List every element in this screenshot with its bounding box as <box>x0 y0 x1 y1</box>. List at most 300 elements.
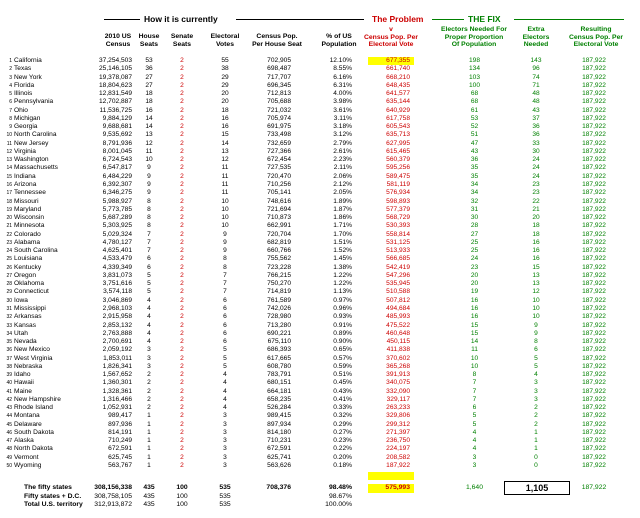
cell-extra: 30 <box>532 147 540 155</box>
cell-house: 1 <box>147 420 151 428</box>
fix-line-left <box>432 19 464 20</box>
cell-ev: 10 <box>221 205 229 213</box>
cell-senate: 2 <box>180 379 184 387</box>
cell-needed: 35 <box>470 172 479 180</box>
cell-pct: 1.22% <box>333 271 352 279</box>
cell-needed: 34 <box>470 189 479 197</box>
cell-extra: 0 <box>534 462 538 470</box>
cell-state: California <box>14 57 42 64</box>
cell-extra: 12 <box>532 288 540 296</box>
cell-pph: 710,873 <box>267 214 291 222</box>
cell-rank: 7 <box>9 107 12 114</box>
cell-ev: 5 <box>223 346 227 354</box>
cell-ppe: 542,419 <box>386 263 410 271</box>
cell-state: Kansas <box>14 321 36 329</box>
header-pct-line2: Population <box>321 40 357 48</box>
cell-result: 187,922 <box>582 412 606 420</box>
cell-needed: 32 <box>470 197 479 205</box>
cell-ev: 3 <box>223 462 227 470</box>
cell-rank: 16 <box>6 181 12 188</box>
cell-pct: 0.57% <box>333 354 352 362</box>
cell-rank: 34 <box>6 330 12 337</box>
cell-state: North Dakota <box>14 445 53 453</box>
cell-pct: 12.10% <box>329 57 352 64</box>
cell-rank: 47 <box>6 438 12 445</box>
cell-result: 187,922 <box>582 354 606 362</box>
cell-house: 8 <box>147 222 151 230</box>
cell-house: 6 <box>147 255 151 263</box>
cell-ev: 3 <box>223 428 227 436</box>
cell-pop: 672,591 <box>108 445 132 453</box>
cell-extra: 20 <box>532 214 540 222</box>
cell-ppe: 236,750 <box>386 437 410 445</box>
totals-us-pop: 312,913,872 <box>94 501 132 508</box>
cell-pph: 732,659 <box>267 139 291 147</box>
cell-ev: 6 <box>223 321 227 329</box>
cell-house: 2 <box>147 387 151 395</box>
cell-house: 2 <box>147 404 151 412</box>
cell-rank: 26 <box>6 264 12 271</box>
cell-state: Connecticut <box>14 288 49 296</box>
cell-senate: 2 <box>180 387 184 395</box>
cell-pph: 691,975 <box>267 123 291 131</box>
cell-ppe: 547,296 <box>386 271 410 279</box>
cell-needed: 43 <box>470 147 479 155</box>
cell-pph: 897,934 <box>267 420 291 428</box>
cell-state: Alabama <box>14 238 41 246</box>
cell-house: 16 <box>145 106 153 114</box>
cell-pct: 4.00% <box>333 90 352 98</box>
cell-result: 187,922 <box>582 296 606 304</box>
cell-result: 187,922 <box>582 164 606 172</box>
cell-pph: 733,498 <box>267 131 291 139</box>
header-per-ev <box>360 26 422 49</box>
highlight-wyoming <box>368 472 414 480</box>
cell-needed: 7 <box>472 395 477 403</box>
cell-state: Wisconsin <box>14 214 45 222</box>
cell-ppe: 595,256 <box>386 164 410 172</box>
cell-rank: 25 <box>6 256 12 263</box>
cell-extra: 5 <box>534 354 538 362</box>
section-fix-title: THE FIX <box>468 14 501 24</box>
cell-house: 27 <box>145 81 153 89</box>
cell-state: New York <box>14 73 42 81</box>
cell-rank: 1 <box>9 58 12 64</box>
cell-state: South Dakota <box>14 428 54 436</box>
cell-ppe: 494,684 <box>386 304 410 312</box>
cell-pph: 672,591 <box>267 445 291 453</box>
cell-extra: 23 <box>532 180 540 188</box>
cell-result: 187,922 <box>582 197 606 205</box>
cell-pct: 1.38% <box>333 263 352 271</box>
cell-state: Pennsylvania <box>14 98 54 106</box>
cell-pop: 563,767 <box>108 462 132 470</box>
cell-rank: 29 <box>6 289 12 296</box>
cell-house: 1 <box>147 428 151 436</box>
cell-pop: 3,831,073 <box>102 271 132 279</box>
cell-state: Indiana <box>14 172 36 180</box>
cell-house: 7 <box>147 247 151 255</box>
cell-extra: 48 <box>532 98 540 106</box>
cell-pph: 713,280 <box>267 321 291 329</box>
cell-senate: 2 <box>180 147 184 155</box>
cell-rank: 37 <box>6 355 12 362</box>
cell-extra: 15 <box>532 263 540 271</box>
cell-pop: 5,029,324 <box>102 230 132 238</box>
cell-pct: 1.13% <box>333 288 352 296</box>
cell-senate: 2 <box>180 131 184 139</box>
cell-pph: 750,270 <box>267 280 291 288</box>
cell-needed: 31 <box>470 205 479 213</box>
cell-pop: 1,567,652 <box>102 371 132 379</box>
header-per-ev-line2: Census Pop. Per <box>363 33 418 41</box>
cell-pop: 25,146,105 <box>98 65 132 73</box>
cell-state: Iowa <box>14 296 28 304</box>
cell-extra: 6 <box>534 346 538 354</box>
cell-pop: 625,745 <box>108 453 132 461</box>
cell-state: Oklahoma <box>14 280 45 288</box>
cell-pph: 742,026 <box>267 304 291 312</box>
totals-fifty-house: 435 <box>143 484 155 491</box>
cell-ev: 29 <box>221 73 229 81</box>
cell-ppe: 668,210 <box>386 73 410 81</box>
cell-senate: 2 <box>180 73 184 81</box>
totals-dc-ev: 535 <box>219 492 231 500</box>
table-row <box>0 98 640 106</box>
cell-pph: 714,819 <box>267 288 291 296</box>
cell-pct: 3.12% <box>333 131 352 139</box>
cell-ppe: 635,144 <box>386 98 410 106</box>
cell-needed: 30 <box>470 214 479 222</box>
cell-pop: 1,853,011 <box>103 354 132 362</box>
cell-rank: 6 <box>9 99 12 106</box>
table-row <box>0 148 640 156</box>
cell-senate: 2 <box>180 296 184 304</box>
total-extra-box <box>504 481 570 495</box>
cell-pop: 3,574,118 <box>103 288 132 296</box>
cell-pct: 0.27% <box>333 428 352 436</box>
cell-result: 187,922 <box>582 238 606 246</box>
header-senate-line1: Senate <box>170 33 194 40</box>
totals-fifty-pph: 708,376 <box>266 484 291 491</box>
table-row <box>0 231 640 239</box>
cell-pop: 1,316,466 <box>102 395 132 403</box>
cell-ppe: 535,945 <box>386 280 410 288</box>
cell-state: Texas <box>14 65 32 73</box>
table-row <box>0 288 640 296</box>
cell-state: Montana <box>14 412 40 420</box>
cell-extra: 10 <box>532 304 540 312</box>
cell-house: 4 <box>147 338 151 346</box>
cell-pop: 710,249 <box>108 437 132 445</box>
cell-pop: 4,339,349 <box>102 263 132 271</box>
cell-rank: 19 <box>6 206 12 213</box>
cell-house: 3 <box>147 346 151 354</box>
table-row <box>0 305 640 313</box>
cell-pop: 19,378,087 <box>98 73 132 81</box>
cell-ev: 20 <box>221 90 229 98</box>
cell-result: 187,922 <box>582 321 606 329</box>
current-line-left <box>104 19 140 20</box>
cell-ppe: 475,522 <box>386 321 410 329</box>
table-row <box>0 131 640 139</box>
cell-senate: 2 <box>180 164 184 172</box>
cell-senate: 2 <box>180 81 184 89</box>
cell-pop: 8,791,936 <box>102 139 132 147</box>
cell-house: 11 <box>145 147 153 155</box>
cell-ev: 3 <box>223 445 227 453</box>
cell-rank: 33 <box>6 322 12 329</box>
cell-extra: 2 <box>534 404 538 412</box>
cell-state: Washington <box>14 156 49 164</box>
table-row <box>0 198 640 206</box>
table-row <box>0 297 640 305</box>
cell-extra: 10 <box>532 313 540 321</box>
cell-pph: 727,535 <box>267 164 291 172</box>
cell-needed: 15 <box>470 329 479 337</box>
cell-ev: 29 <box>221 81 229 89</box>
cell-pct: 2.05% <box>333 189 352 197</box>
cell-state: Louisiana <box>14 255 43 263</box>
cell-pct: 0.91% <box>333 321 352 329</box>
cell-state: Michigan <box>14 114 41 122</box>
cell-needed: 100 <box>468 81 480 89</box>
cell-ppe: 677,355 <box>386 57 410 64</box>
cell-ev: 3 <box>223 412 227 420</box>
cell-pop: 5,773,785 <box>102 205 132 213</box>
cell-result: 187,922 <box>582 271 606 279</box>
header-needed-line1: Electors Needed For <box>440 26 508 33</box>
cell-ev: 55 <box>221 57 229 64</box>
cell-needed: 3 <box>472 462 477 470</box>
cell-senate: 2 <box>180 90 184 98</box>
cell-extra: 16 <box>532 255 540 263</box>
cell-extra: 24 <box>532 156 540 164</box>
cell-house: 4 <box>147 304 151 312</box>
cell-extra: 18 <box>532 222 540 230</box>
header-per-house <box>248 33 306 48</box>
cell-pop: 18,804,623 <box>98 81 132 89</box>
cell-result: 187,922 <box>582 106 606 114</box>
cell-rank: 30 <box>6 297 12 304</box>
cell-result: 187,922 <box>582 404 606 412</box>
cell-state: North Carolina <box>14 131 57 139</box>
cell-house: 1 <box>147 462 151 470</box>
cell-state: Nevada <box>14 338 37 346</box>
cell-ppe: 605,543 <box>386 123 410 131</box>
cell-ev: 7 <box>223 280 227 288</box>
cell-extra: 37 <box>532 114 540 122</box>
table-row <box>0 140 640 148</box>
cell-senate: 2 <box>180 189 184 197</box>
cell-extra: 1 <box>534 428 538 436</box>
cell-ppe: 208,582 <box>386 453 410 461</box>
header-per-house-line2: Per House Seat <box>252 40 302 48</box>
cell-pct: 3.61% <box>333 106 352 114</box>
cell-state: Vermont <box>14 453 39 461</box>
cell-needed: 5 <box>472 420 477 428</box>
cell-pop: 2,853,132 <box>102 321 132 329</box>
table-row <box>0 181 640 189</box>
cell-extra: 96 <box>532 65 540 73</box>
table-row <box>0 222 640 230</box>
cell-house: 6 <box>147 263 151 271</box>
cell-rank: 48 <box>6 446 12 453</box>
table-row <box>0 462 640 470</box>
cell-pop: 8,001,045 <box>102 147 132 155</box>
cell-senate: 2 <box>180 205 184 213</box>
cell-state: Maine <box>14 387 32 395</box>
cell-pph: 690,221 <box>267 329 291 337</box>
cell-rank: 39 <box>6 372 12 379</box>
cell-pop: 6,484,229 <box>102 172 132 180</box>
totals-fifty-pct: 98.48% <box>328 484 352 491</box>
header-senate-line2: Seats <box>172 40 192 48</box>
cell-rank: 42 <box>6 396 12 403</box>
cell-ev: 10 <box>221 222 229 230</box>
cell-house: 4 <box>147 313 151 321</box>
totals-dc-label: Fifty states + D.C. <box>24 492 82 500</box>
cell-senate: 2 <box>180 329 184 337</box>
cell-rank: 12 <box>6 148 12 155</box>
cell-ev: 11 <box>221 164 229 172</box>
cell-pop: 1,328,361 <box>102 387 132 395</box>
cell-ev: 8 <box>223 263 227 271</box>
cell-result: 187,922 <box>582 222 606 230</box>
header-needed-line3: Of Population <box>451 41 497 49</box>
header-extra-line3: Needed <box>523 41 549 49</box>
cell-pop: 12,702,887 <box>98 98 132 106</box>
cell-pph: 721,032 <box>267 106 291 114</box>
cell-pph: 526,284 <box>267 404 291 412</box>
cell-needed: 6 <box>472 404 477 412</box>
cell-ppe: 507,812 <box>386 296 410 304</box>
cell-result: 187,922 <box>582 247 606 255</box>
cell-pct: 2.11% <box>333 164 352 172</box>
cell-result: 187,922 <box>582 172 606 180</box>
cell-house: 10 <box>145 156 153 164</box>
cell-pop: 2,763,888 <box>102 329 132 337</box>
table-row <box>0 206 640 214</box>
cell-needed: 19 <box>470 288 479 296</box>
cell-needed: 51 <box>470 131 479 139</box>
cell-house: 9 <box>147 164 151 172</box>
cell-ppe: 271,397 <box>386 428 410 436</box>
cell-rank: 27 <box>6 272 12 279</box>
cell-pop: 4,533,479 <box>102 255 132 263</box>
cell-ppe: 450,115 <box>386 338 410 346</box>
cell-extra: 71 <box>532 81 540 89</box>
table-row <box>0 173 640 181</box>
cell-senate: 2 <box>180 222 184 230</box>
header-resulting-line3: Electoral Vote <box>573 41 619 49</box>
cell-ppe: 648,435 <box>386 81 410 89</box>
table-row <box>0 437 640 445</box>
cell-ev: 6 <box>223 296 227 304</box>
cell-state: Utah <box>14 329 28 337</box>
cell-result: 187,922 <box>582 329 606 337</box>
table-row <box>0 280 640 288</box>
cell-house: 14 <box>145 114 153 122</box>
cell-senate: 2 <box>180 271 184 279</box>
cell-needed: 68 <box>470 90 479 98</box>
cell-rank: 32 <box>6 314 12 321</box>
cell-state: Colorado <box>14 230 41 238</box>
cell-senate: 2 <box>180 354 184 362</box>
cell-needed: 14 <box>470 338 479 346</box>
table-row <box>0 355 640 363</box>
cell-needed: 4 <box>472 445 477 453</box>
table-row <box>0 74 640 82</box>
cell-ppe: 577,379 <box>386 205 410 213</box>
cell-senate: 2 <box>180 346 184 354</box>
cell-senate: 2 <box>180 247 184 255</box>
cell-result: 187,922 <box>582 428 606 436</box>
totals-us-senate: 100 <box>176 501 188 508</box>
cell-pct: 3.18% <box>333 123 352 131</box>
cell-result: 187,922 <box>582 280 606 288</box>
cell-pph: 617,665 <box>267 354 291 362</box>
cell-pph: 728,980 <box>267 313 291 321</box>
cell-house: 14 <box>145 123 153 131</box>
cell-pph: 660,766 <box>267 247 291 255</box>
cell-pct: 2.61% <box>333 147 352 155</box>
cell-needed: 53 <box>470 114 479 122</box>
cell-house: 13 <box>145 131 153 139</box>
cell-result: 187,922 <box>582 123 606 131</box>
cell-rank: 40 <box>6 380 12 387</box>
header-census <box>98 33 138 48</box>
cell-pop: 3,751,616 <box>102 280 132 288</box>
cell-result: 187,922 <box>582 156 606 164</box>
cell-state: Virginia <box>14 147 36 155</box>
cell-needed: 8 <box>472 371 477 379</box>
cell-ppe: 224,197 <box>386 445 410 453</box>
cell-ev: 7 <box>223 271 227 279</box>
cell-result: 187,922 <box>582 255 606 263</box>
cell-house: 2 <box>147 379 151 387</box>
cell-result: 187,922 <box>582 73 606 81</box>
cell-pop: 2,700,691 <box>102 338 132 346</box>
cell-pop: 5,687,289 <box>102 214 132 222</box>
cell-extra: 48 <box>532 90 540 98</box>
cell-state: Illinois <box>14 90 33 98</box>
header-electoral-line2: Votes <box>215 40 234 48</box>
cell-result: 187,922 <box>582 90 606 98</box>
totals-dc-pop: 308,758,105 <box>94 492 132 500</box>
cell-rank: 17 <box>6 190 12 197</box>
cell-result: 187,922 <box>582 263 606 271</box>
table-row <box>0 346 640 354</box>
cell-senate: 2 <box>180 395 184 403</box>
table-row <box>0 363 640 371</box>
table-row <box>0 429 640 437</box>
cell-ev: 20 <box>221 98 229 106</box>
cell-result: 187,922 <box>582 338 606 346</box>
cell-pct: 0.20% <box>333 453 352 461</box>
cell-house: 9 <box>147 189 151 197</box>
cell-house: 5 <box>147 280 151 288</box>
cell-pct: 6.16% <box>333 73 352 81</box>
cell-house: 2 <box>147 371 151 379</box>
cell-result: 187,922 <box>582 346 606 354</box>
table-row <box>0 445 640 453</box>
totals-us-house: 435 <box>143 501 155 508</box>
cell-pop: 4,625,401 <box>102 247 132 255</box>
cell-needed: 198 <box>468 57 480 64</box>
cell-state: Georgia <box>14 123 38 131</box>
header-extra-line1: Extra <box>527 26 545 33</box>
